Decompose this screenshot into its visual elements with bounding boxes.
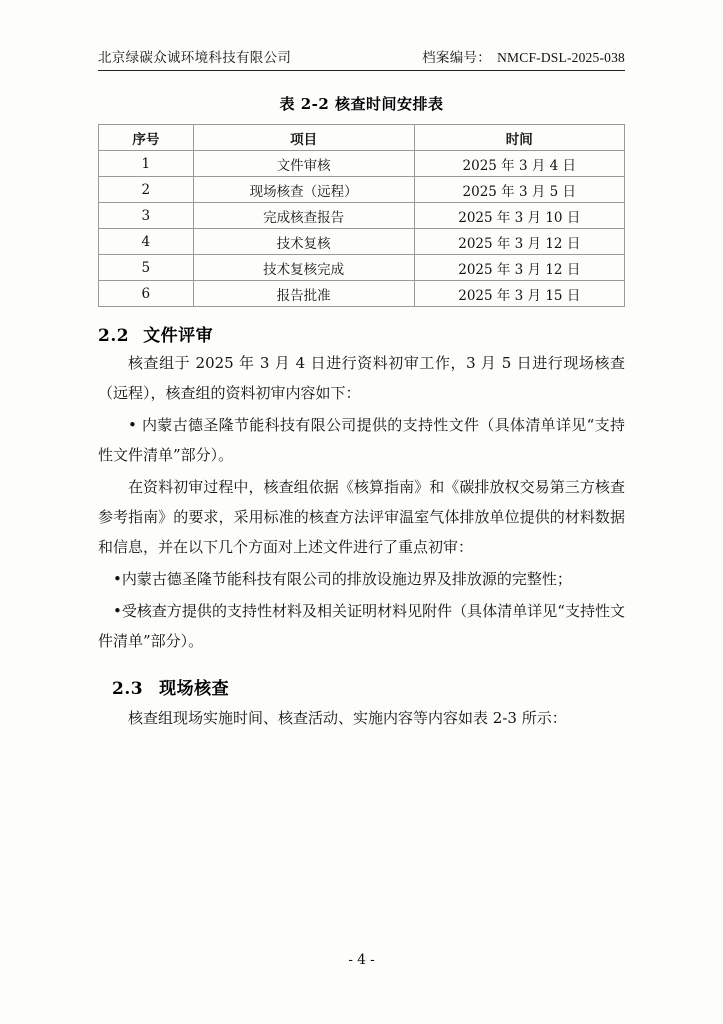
cell-item: 完成核查报告 [193, 203, 414, 229]
cell-item: 技术复核 [193, 229, 414, 255]
cell-index: 5 [99, 255, 194, 281]
column-header-index: 序号 [99, 125, 194, 151]
cell-index: 2 [99, 177, 194, 203]
table-row [99, 151, 625, 177]
schedule-table [98, 124, 625, 307]
column-header-time: 时间 [414, 125, 624, 151]
header-archive-label: 档案编号： [422, 50, 492, 66]
header-company: 北京绿碳众诚环境科技有限公司 [98, 50, 292, 66]
table-row [99, 203, 625, 229]
section-title: 现场核查 [159, 679, 230, 699]
cell-time: 2025 年 3 月 15 日 [414, 281, 624, 307]
section-title: 文件评审 [143, 326, 214, 346]
bullet-supporting-documents: • 内蒙古德圣隆节能科技有限公司提供的支持性文件（具体清单详见“支持性文件清单”部分）。 [98, 416, 625, 464]
table-row [99, 177, 625, 203]
cell-time: 2025 年 3 月 12 日 [414, 255, 624, 281]
cell-item: 报告批准 [193, 281, 414, 307]
cell-index: 1 [99, 151, 194, 177]
paragraph-review-method: 在资料初审过程中，核查组依据《核算指南》和《碳排放权交易第三方核查参考指南》的要求，采用标准的核查方法评审温室气体排放单位提供的材料数据和信息，并在以下几个方面对上述文件进行了重点初审： [98, 478, 625, 556]
bullet-supporting-materials: •受核查方提供的支持性材料及相关证明材料见附件（具体清单详见“支持性文件清单”部分）。 [98, 602, 625, 650]
cell-index: 6 [99, 281, 194, 307]
cell-item: 文件审核 [193, 151, 414, 177]
paragraph-file-review-intro: 核查组于 2025 年 3 月 4 日进行资料初审工作，3 月 5 日进行现场核查（远程），核查组的资料初审内容如下： [98, 354, 625, 402]
cell-time: 2025 年 3 月 4 日 [414, 151, 624, 177]
section-number: 2.2 [98, 326, 130, 346]
table-header-row [99, 125, 625, 151]
section-heading-2-3 [112, 674, 625, 699]
section-number: 2.3 [112, 679, 144, 699]
table-row [99, 229, 625, 255]
cell-time: 2025 年 3 月 12 日 [414, 229, 624, 255]
header-archive [422, 46, 625, 66]
table-caption: 表 2-2 核查时间安排表 [279, 95, 444, 113]
page-content [98, 46, 625, 735]
table-row [99, 281, 625, 307]
section-heading-2-2 [98, 321, 625, 346]
cell-index: 3 [99, 203, 194, 229]
column-header-item: 项目 [193, 125, 414, 151]
page-number: - 4 - [348, 952, 375, 968]
header-archive-code: NMCF-DSL-2025-038 [497, 50, 625, 65]
cell-time: 2025 年 3 月 5 日 [414, 177, 624, 203]
cell-time: 2025 年 3 月 10 日 [414, 203, 624, 229]
paragraph-onsite-review: 核查组现场实施时间、核查活动、实施内容等内容如表 2-3 所示： [128, 709, 567, 727]
cell-index: 4 [99, 229, 194, 255]
bullet-boundary-completeness: •内蒙古德圣隆节能科技有限公司的排放设施边界及排放源的完整性； [113, 570, 572, 588]
table-row [99, 255, 625, 281]
cell-item: 技术复核完成 [193, 255, 414, 281]
page-header [98, 46, 625, 71]
cell-item: 现场核查（远程） [193, 177, 414, 203]
